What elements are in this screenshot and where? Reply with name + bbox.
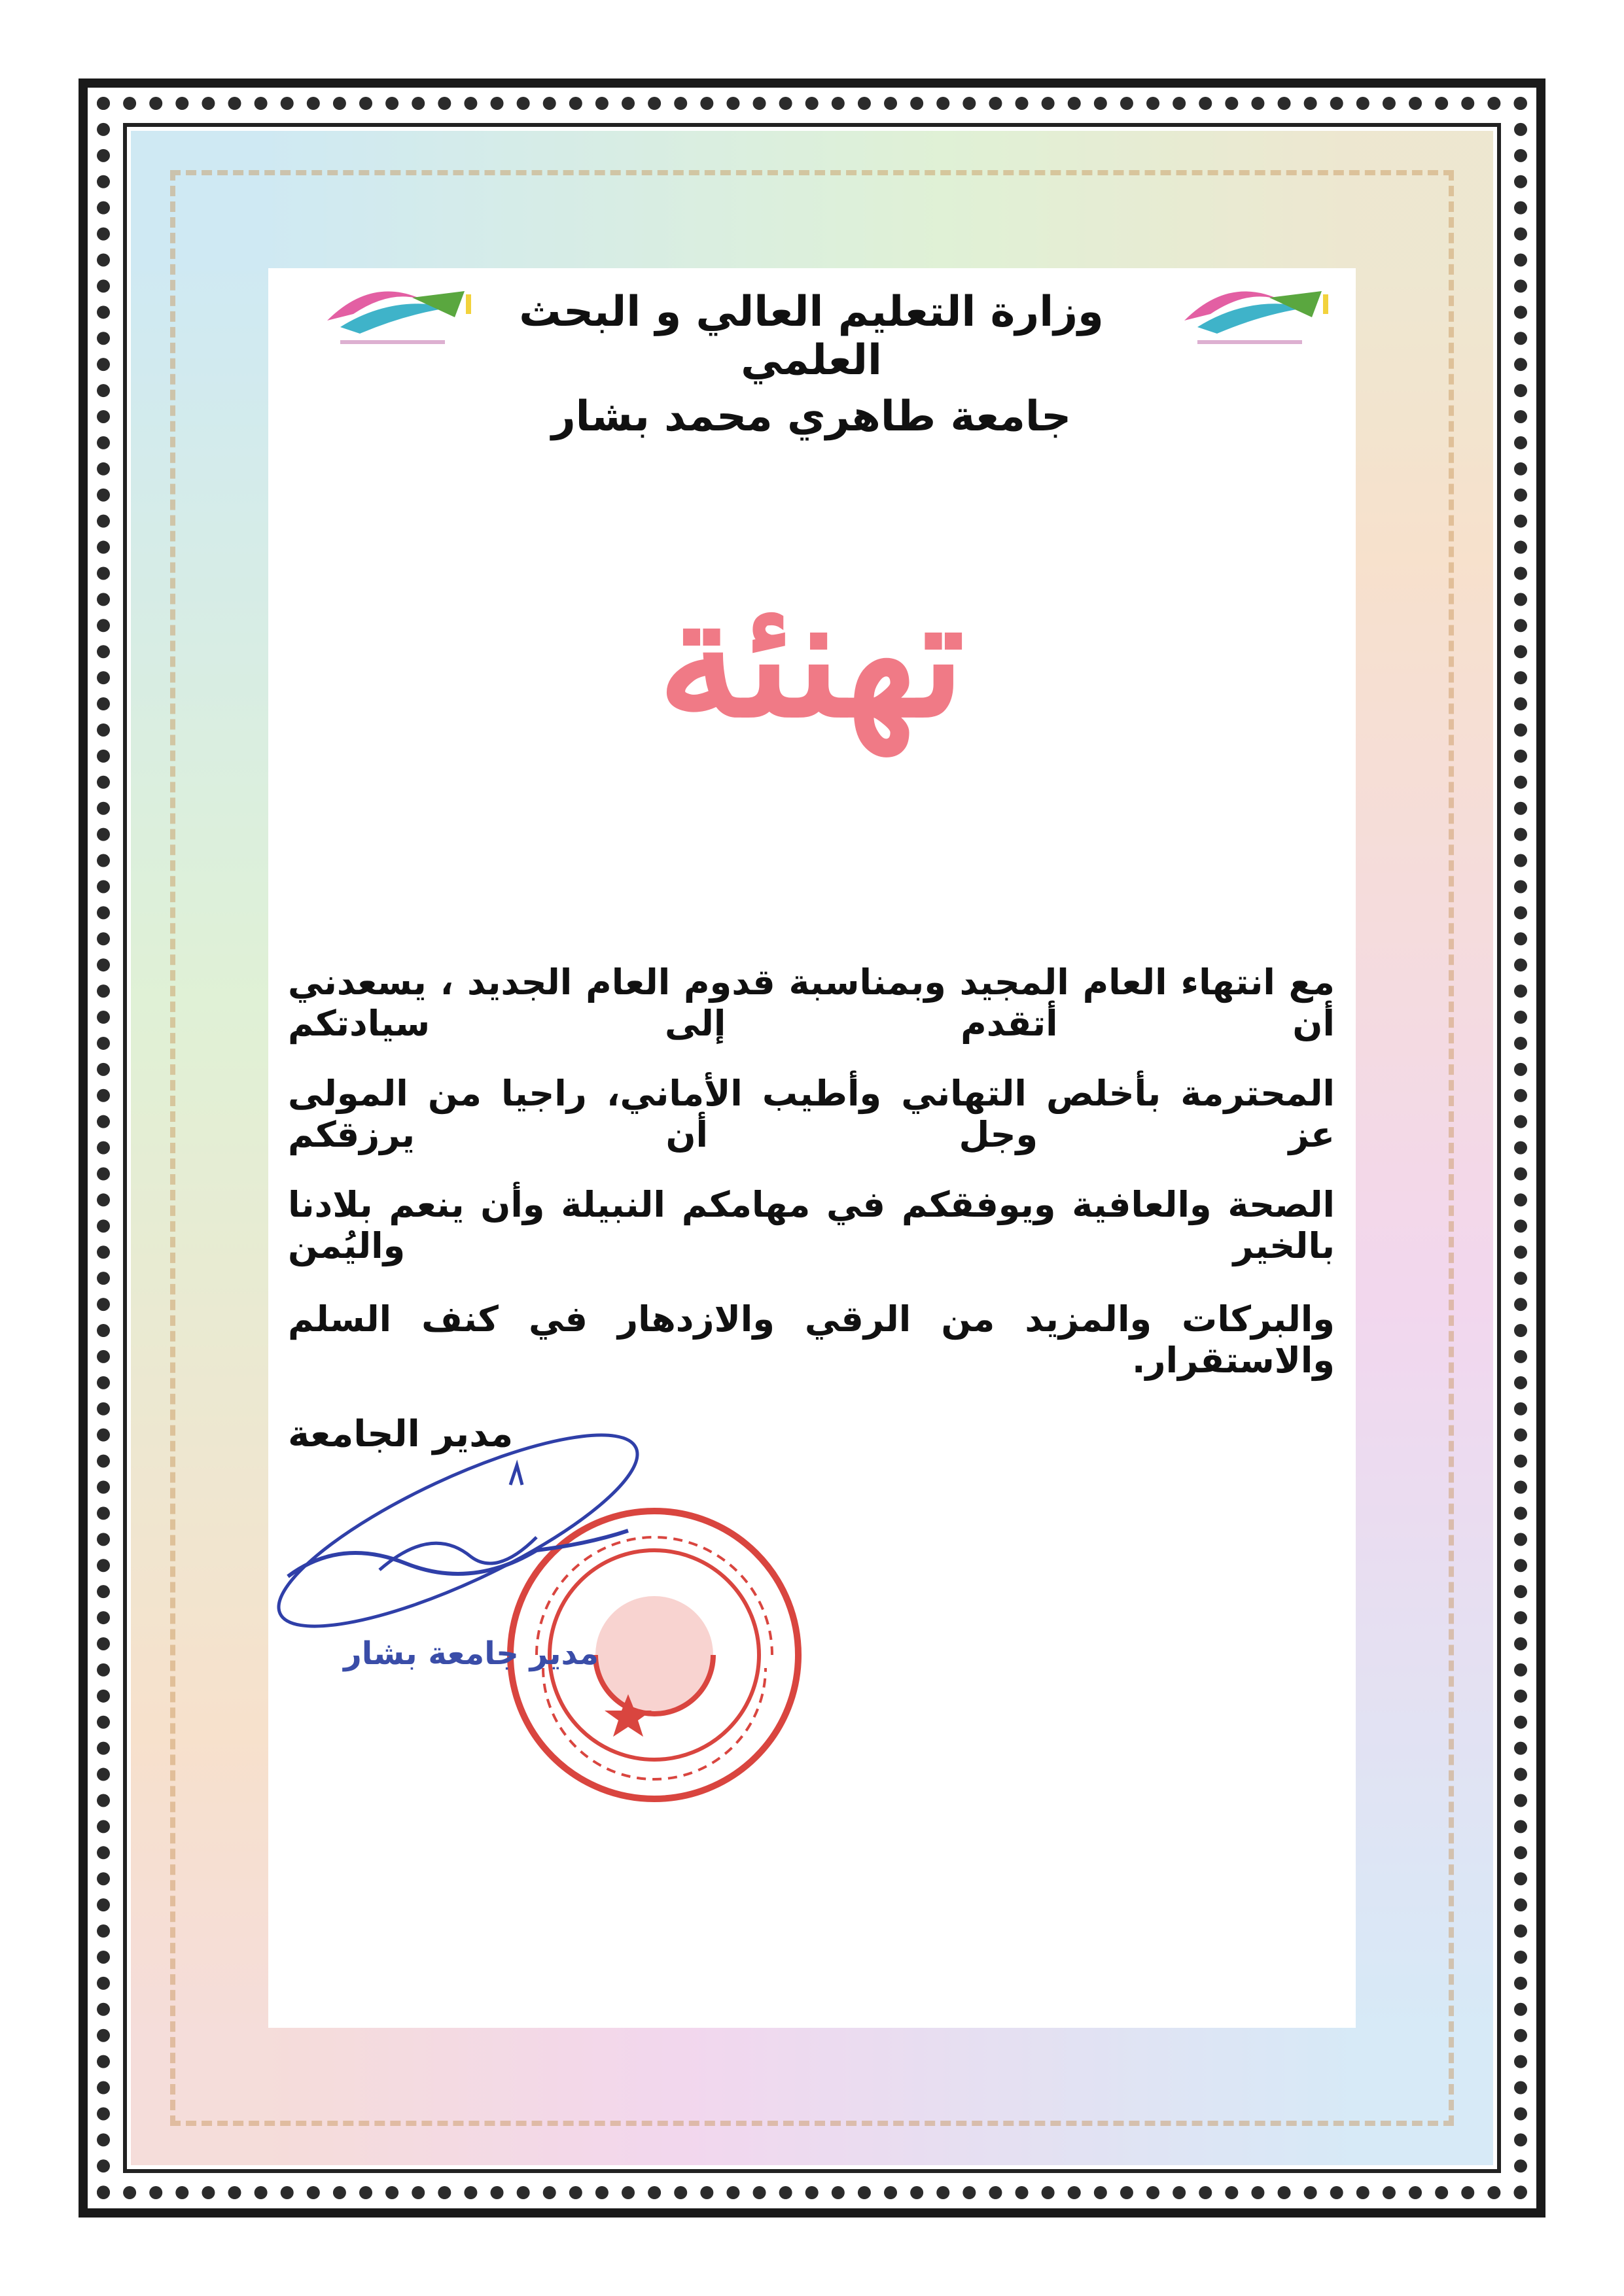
ministry-heading: وزارة التعليم العالي و البحث العلمي (519, 288, 1104, 385)
body-line-2: المحترمة بأخلص التهاني وأطيب الأماني، راجيا من المولى عز وجل أن يرزقكم (288, 1073, 1335, 1155)
director-title: مدير الجامعة (288, 1413, 514, 1455)
university-heading: جامعة طاهري محمد بشار (551, 392, 1072, 441)
stamp-name-text: مدير جامعة بشار (344, 1635, 599, 1672)
university-logo-left (314, 262, 478, 360)
body-line-3: الصحة والعافية ويوفقكم في مهامكم النبيلة وأن ينعم بلادنا بالخير واليُمن (288, 1184, 1335, 1266)
body-line-1: مع انتهاء العام المجيد وبمناسبة قدوم العام الجديد ، يسعدني أن أتقدم إلى سيادتكم (288, 962, 1335, 1044)
congratulations-title: تهنئة (658, 561, 965, 754)
body-line-4: والبركات والمزيد من الرقي والازدهار في كنف السلم والاستقرار. (288, 1298, 1335, 1381)
university-logo-right (1171, 262, 1335, 360)
